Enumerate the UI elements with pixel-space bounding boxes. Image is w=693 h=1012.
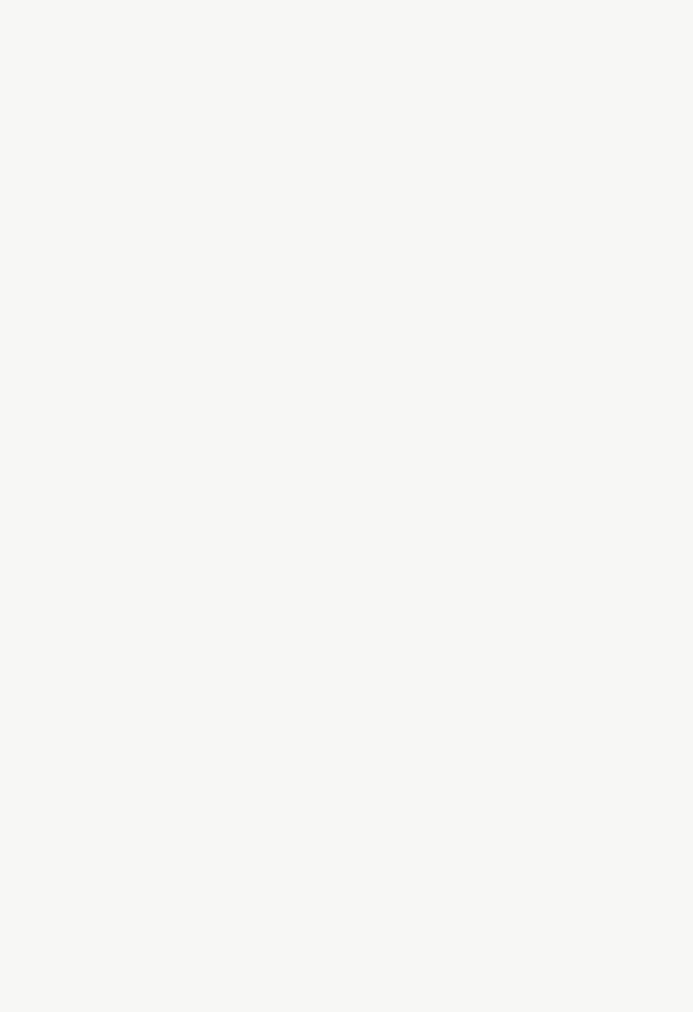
essay-heading (6, 10, 679, 36)
essay-tag (6, 15, 28, 30)
